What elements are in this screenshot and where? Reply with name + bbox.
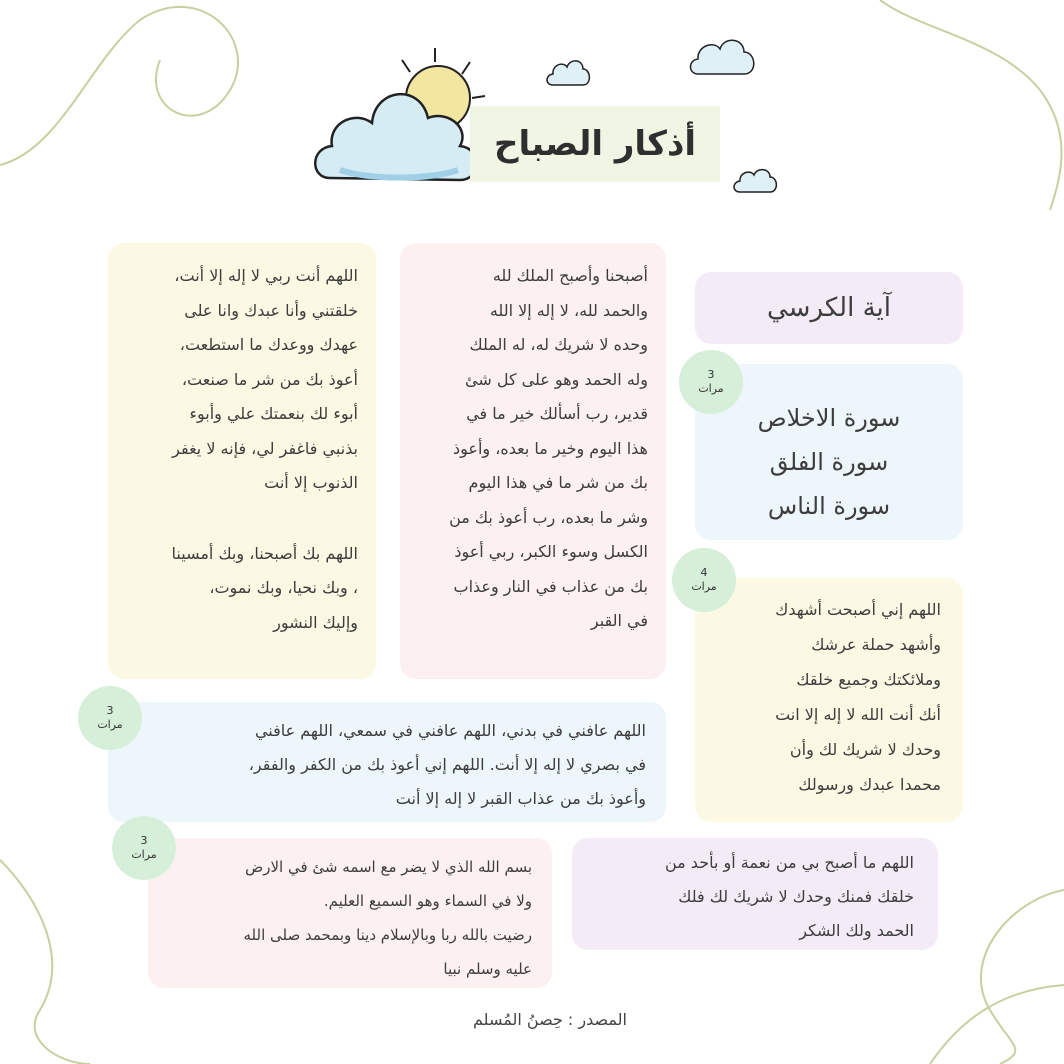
text-line: بك من شر ما في هذا اليوم: [468, 473, 648, 492]
text-line: والحمد لله، لا إله إلا الله: [489, 300, 648, 320]
ayat-kursi-label: آية الكرسي: [767, 293, 891, 323]
card-sayyid-istighfar: [108, 243, 376, 679]
text-line: وحدك لا شريك لك وأن: [789, 740, 941, 759]
text-line: محمدا عبدك ورسولك: [798, 775, 941, 794]
text-line: عليه وسلم نبيا: [443, 960, 532, 978]
repeat-unit: مرات: [131, 848, 157, 861]
text-line: خلقتني وأنا عبدك وانا على: [184, 300, 358, 320]
text-line: بسم الله الذي لا يضر مع اسمه شئ في الارض: [245, 858, 532, 876]
text-line: في بصري لا إله إلا أنت. اللهم إني أعوذ بك من الكفر والفقر،: [248, 755, 646, 774]
repeat-count: 4: [700, 566, 708, 579]
text-line: ولا في السماء وهو السميع العليم.: [323, 892, 532, 910]
text-line: الحمد ولك الشكر: [799, 921, 914, 940]
text-line: الذنوب إلا أنت: [264, 473, 358, 492]
text-line: وشر ما بعده، رب أعوذ بك من: [449, 507, 648, 527]
spacer: [126, 501, 358, 537]
text-line: الكسل وسوء الكبر، ربي أعوذ: [454, 542, 648, 561]
small-cloud-icon: [688, 32, 760, 80]
text-line: ، وبك نحيا، وبك نموت،: [209, 578, 358, 597]
text-line: أعوذ بك من شر ما صنعت،: [181, 369, 358, 389]
repeat-badge: [116, 820, 172, 876]
text-line: وأعوذ بك من عذاب القبر لا إله إلا أنت: [395, 789, 646, 808]
small-cloud-icon: [545, 55, 593, 91]
repeat-unit: مرات: [691, 580, 717, 593]
source-credit: المصدر : حِصنُ المُسلم: [473, 1010, 627, 1029]
text-line: وأشهد حملة عرشك: [811, 635, 941, 654]
quls-line: سورة الناس: [767, 492, 891, 520]
text-line: بذنبي فاغفر لي، فإنه لا يغفر: [172, 438, 358, 458]
text-line: بك من عذاب في النار وعذاب: [453, 576, 648, 596]
card-afini: [108, 702, 666, 822]
text-line: أصبحنا وأصبح الملك لله: [492, 266, 648, 285]
text-line: وإليك النشور: [273, 612, 358, 632]
text-line: وحده لا شريك له، له الملك: [469, 335, 648, 354]
card-bismillah: [148, 838, 552, 988]
repeat-badge: [676, 552, 732, 608]
text-line: اللهم ما أصبح بي من نعمة أو بأحد من: [664, 853, 914, 872]
page-title-box: [470, 106, 720, 182]
quls-line: سورة الاخلاص: [757, 404, 901, 432]
card-asbahna: [400, 243, 666, 679]
text-line: خلقك فمنك وحدك لا شريك لك فلك: [678, 887, 914, 906]
repeat-badge: [82, 690, 138, 746]
text-line: في القبر: [590, 611, 648, 630]
repeat-unit: مرات: [698, 382, 724, 395]
text-line: عهدك ووعدك ما استطعت،: [179, 335, 358, 354]
card-ashhaduka: [695, 578, 963, 822]
text-line: اللهم عافني في بدني، اللهم عافني في سمعي، اللهم عافني: [254, 721, 646, 740]
text-line: هذا اليوم وخير ما بعده، وأعوذ: [453, 438, 648, 458]
text-line: قدير، رب أسألك خير ما في: [466, 404, 648, 423]
text-line: اللهم بك أصبحنا، وبك أمسينا: [171, 543, 358, 563]
repeat-unit: مرات: [97, 718, 123, 731]
text-line: اللهم إني أصبحت أشهدك: [775, 600, 941, 619]
repeat-count: 3: [106, 704, 114, 717]
card-nimah: [572, 838, 938, 950]
repeat-badge: [683, 354, 739, 410]
text-line: رضيت بالله ربا وبالإسلام دينا وبمحمد صلى الله: [243, 926, 532, 944]
small-cloud-icon: [732, 164, 780, 198]
text-line: أبوء لك بنعمتك علي وأبوء: [189, 404, 358, 423]
repeat-count: 3: [707, 368, 715, 381]
page-title: أذكار الصباح: [493, 124, 697, 164]
text-line: اللهم أنت ربي لا إله إلا أنت،: [174, 266, 358, 285]
quls-line: سورة الفلق: [769, 448, 889, 476]
card-ayat-kursi: [695, 272, 963, 344]
text-line: وله الحمد وهو على كل شئ: [465, 369, 648, 389]
text-line: وملائكتك وجميع خلقك: [796, 670, 941, 689]
text-line: أنك أنت الله لا إله إلا انت: [775, 705, 941, 724]
repeat-count: 3: [140, 834, 148, 847]
